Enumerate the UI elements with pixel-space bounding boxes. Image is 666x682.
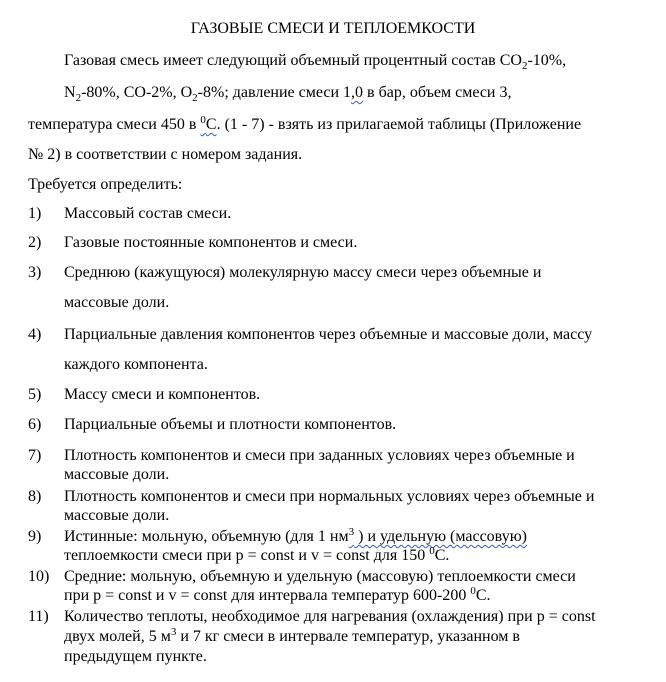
item-number: 5) [28,386,42,403]
list-item-continuation: предыдущем пункте. [64,648,207,665]
list-item: Массовый состав смеси. [64,205,232,222]
item-number: 3) [28,264,42,281]
intro-line-2: $N_2-80\%$, CO-2%, $O_2-8\%$; давление смеси 1,0 в бар, объем смеси 3, [64,84,512,104]
spellcheck-mark: $^3$ ) и удельную (массовую) [348,526,527,545]
intro-line-3: температура смеси 450 в $^0$С. (1 - 7) - взять из прилагаемой таблицы (Приложение [28,114,582,133]
list-item: Парциальные давления компонентов через объемные и массовые доли, массу [64,326,593,343]
item-number: 11) [28,608,49,625]
item-number: 9) [28,528,42,545]
intro-line-1: Газовая смесь имеет следующий объемный процентный состав $CO_2-10\%$, [64,52,567,72]
list-item: Парциальные объемы и плотности компонентов. [64,416,397,433]
list-item-continuation: массовые доли. [64,466,170,483]
list-item: Средние: мольную, объемную и удельную (массовую) теплоемкости смеси [64,568,576,585]
requirement-heading: Требуется определить: [28,176,183,193]
spellcheck-mark: $^0$С [200,114,217,133]
list-item: Плотность компонентов и смеси при заданных условиях через объемные и [64,447,575,464]
list-item: Плотность компонентов и смеси при нормальных условиях через объемные и [64,488,595,505]
intro-line-4: № 2) в соответствии с номером задания. [28,146,303,163]
list-item: Газовые постоянные компонентов и смеси. [64,234,358,251]
item-number: 1) [28,205,42,222]
spellcheck-mark: ,0 [351,84,364,101]
list-item-continuation: каждого компонента. [64,356,208,373]
list-item-continuation: массовые доли. [64,507,170,524]
item-number: 8) [28,488,42,505]
list-item: Истинные: мольную, объемную (для 1 $нм^3$ ) и удельную (массовую) [64,526,527,545]
list-item-continuation: массовые доли. [64,294,170,311]
item-number: 2) [28,234,42,251]
list-item-continuation: двух молей, 5 $м^3$ и 7 кг смеси в интервале температур, указанном в [64,626,520,645]
list-item: Массу смеси и компонентов. [64,386,261,403]
item-number: 4) [28,326,42,343]
page-title: ГАЗОВЫЕ СМЕСИ И ТЕПЛОЕМКОСТИ [190,20,476,37]
item-number: 7) [28,447,42,464]
list-item: Количество теплоты, необходимое для нагревания (охлаждения) при p = const [64,608,596,625]
list-item: Среднюю (кажущуюся) молекулярную массу смеси через объемные и [64,264,542,281]
item-number: 10) [28,568,50,585]
list-item-continuation: при p = const и v = const для интервала температур 600-200 $^0$С. [64,585,491,604]
item-number: 6) [28,416,42,433]
list-item-continuation: теплоемкости смеси при p = const и v = const для 150 $^0$С. [64,545,450,564]
